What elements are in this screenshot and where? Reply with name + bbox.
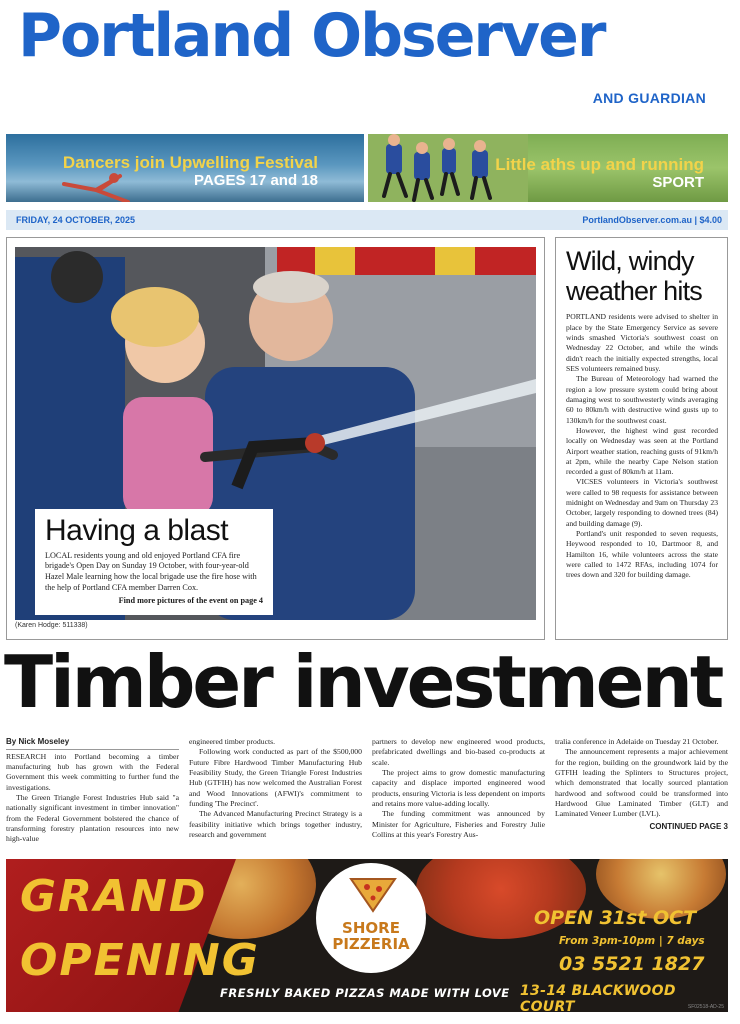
- story-paragraph: The Advanced Manufacturing Precinct Strategy is a feasibility initiative which brings together industry, research and government: [189, 809, 362, 839]
- byline: By Nick Moseley: [6, 737, 179, 750]
- ad-address: 13-14 BLACKWOOD COURT: [520, 983, 676, 1012]
- story-column-4: [555, 737, 728, 853]
- ad-code: SF02518-AD-25: [687, 1004, 724, 1010]
- story-paragraph: Following work conducted as part of the $500,000 Future Fibre Hardwood Timber Manufacturing Hub Feasibility Study, the Green Triangle Forest Industries Hub (GTFIH) has now welcomed the Australian Forest and Wood Innovations (AFWI)'s commitment to funding 'The Precinct'.: [189, 747, 362, 808]
- story-paragraph: The project aims to grow domestic manufacturing capacity and displace imported engineered wood products, ensuring Victoria is less dependent on imports and retains more value-adding locally.: [372, 767, 545, 808]
- weather-paragraph: However, the highest wind gust recorded locally on Wednesday was seen at the Portland Airport weather station, reaching gusts of 91km/h at 2pm, while the nearby Cape Nelson station recorded a gust of 80km/h at 11am.: [566, 425, 718, 477]
- masthead-title: Portland Observer: [18, 1, 605, 71]
- lead-story: [6, 237, 545, 640]
- lead-title: Having a blast: [45, 514, 229, 547]
- lead-photo: [15, 247, 536, 620]
- weather-paragraph: Portland's unit responded to seven requests, Heywood responded to 10, Dartmoor 8, and Hamilton 16, while volunteers across the state were called to 1472 RFAs, including 1074 for trees down and 320 for building damage.: [566, 529, 718, 580]
- promo-aths-headline: Little aths up and running: [495, 155, 704, 174]
- issue-date: FRIDAY, 24 OCTOBER, 2025: [16, 215, 136, 225]
- story-paragraph: RESEARCH into Portland becoming a timber manufacturing hub has grown with the Federal Government this week committing to further fund the investigations.: [6, 751, 179, 792]
- lead-more-link[interactable]: Find more pictures of the event on page 4: [118, 595, 263, 605]
- dateline-bar: [6, 210, 728, 230]
- lead-caption: [35, 509, 273, 615]
- pizzeria-logo: [316, 863, 426, 973]
- story-paragraph: The Green Triangle Forest Industries Hub said "a nationally significant investment in timber innovation" from the Federal Government bolstered the chance of transforming forestry plantation resources into new high-value: [6, 792, 179, 844]
- promo-aths-caption: [495, 156, 704, 191]
- weather-paragraph: The Bureau of Meteorology had warned the region a low pressure system could bring about damaging west to southwesterly winds averaging 60 to 80km/h with destructive wind gusts up to 130km/h for the southwest coast.: [566, 374, 718, 425]
- story-column-1: [6, 737, 179, 853]
- ad-tagline: FRESHLY BAKED PIZZAS MADE WITH LOVE: [220, 986, 510, 1000]
- ad-hours: From 3pm-10pm | 7 days: [559, 935, 705, 947]
- main-story-columns: [6, 737, 728, 853]
- promo-dancers-caption: [63, 154, 318, 189]
- pizza-slice-icon: [341, 873, 401, 913]
- weather-body: [566, 312, 718, 580]
- pizzeria-advertisement[interactable]: [6, 859, 728, 1012]
- story-paragraph: The announcement represents a major achievement for the region, building on the groundwork laid by the GTFIH leading the Splinters to Structures project, which demonstrated that locally sourced plantation hardwood and softwood could be transformed into Hardwood Glue Laminated Timber (GLT) and Laminated Veneer Lumber (LVL).: [555, 747, 728, 819]
- pizzeria-logo-text: SHORE PIZZERIA: [332, 919, 410, 953]
- weather-story: [555, 237, 728, 640]
- ad-phone[interactable]: 03 5521 1827: [559, 953, 705, 975]
- website-price[interactable]: PortlandObserver.com.au | $4.00: [582, 215, 722, 225]
- story-paragraph: tralia conference in Adelaide on Tuesday 21 October.: [555, 737, 719, 746]
- main-headline[interactable]: Timber investment: [4, 640, 722, 724]
- ad-open-date: OPEN 31st OCT: [534, 907, 697, 929]
- lead-text: LOCAL residents young and old enjoyed Portland CFA fire brigade's Open Day on Sunday 19 October, with four-year-old Hazel Male learning how the local brigade use the fire hose with the help of Portland CFA member Darren Cox.: [45, 550, 257, 592]
- masthead-subtitle: AND GUARDIAN: [592, 90, 706, 106]
- story-paragraph: partners to develop new engineered wood products, prefabricated dwellings and bio-based co-products at scale.: [372, 737, 545, 767]
- continued-link[interactable]: CONTINUED PAGE 3: [649, 821, 728, 831]
- promo-aths-subline: SPORT: [652, 173, 704, 191]
- story-column-2: [189, 737, 362, 853]
- story-paragraph: engineered timber products.: [189, 737, 276, 746]
- promo-dancers[interactable]: [6, 134, 364, 202]
- promo-little-aths[interactable]: [368, 134, 728, 202]
- photo-credit: (Karen Hodge: 511338): [15, 622, 88, 629]
- story-column-3: [372, 737, 545, 853]
- promo-dancers-headline: Dancers join Upwelling Festival: [62, 153, 318, 172]
- weather-paragraph: VICSES volunteers in Victoria's southwest were called to 98 requests for assistance between midnight on Wednesday and 9am on Thursday 23 October, largely responding to downed trees (84) and building damage (9).: [566, 477, 718, 528]
- promo-dancers-subline: PAGES 17 and 18: [194, 171, 318, 189]
- ad-opening-text: OPENING: [20, 935, 260, 986]
- ad-grand-text: GRAND: [20, 871, 208, 922]
- story-paragraph: The funding commitment was announced by Minister for Agriculture, Fisheries and Forestry Julie Collins at this year's Forestry Aus-: [372, 809, 545, 839]
- weather-headline[interactable]: Wild, windy weather hits: [566, 246, 702, 307]
- weather-paragraph: PORTLAND residents were advised to shelter in place by the State Emergency Service as severe winds smashed Victoria's southwest coast on Wednesday 22 October, and while the winds didn't reach the initially expected strengths, local SES volunteers remained busy.: [566, 312, 718, 374]
- masthead: [0, 0, 740, 210]
